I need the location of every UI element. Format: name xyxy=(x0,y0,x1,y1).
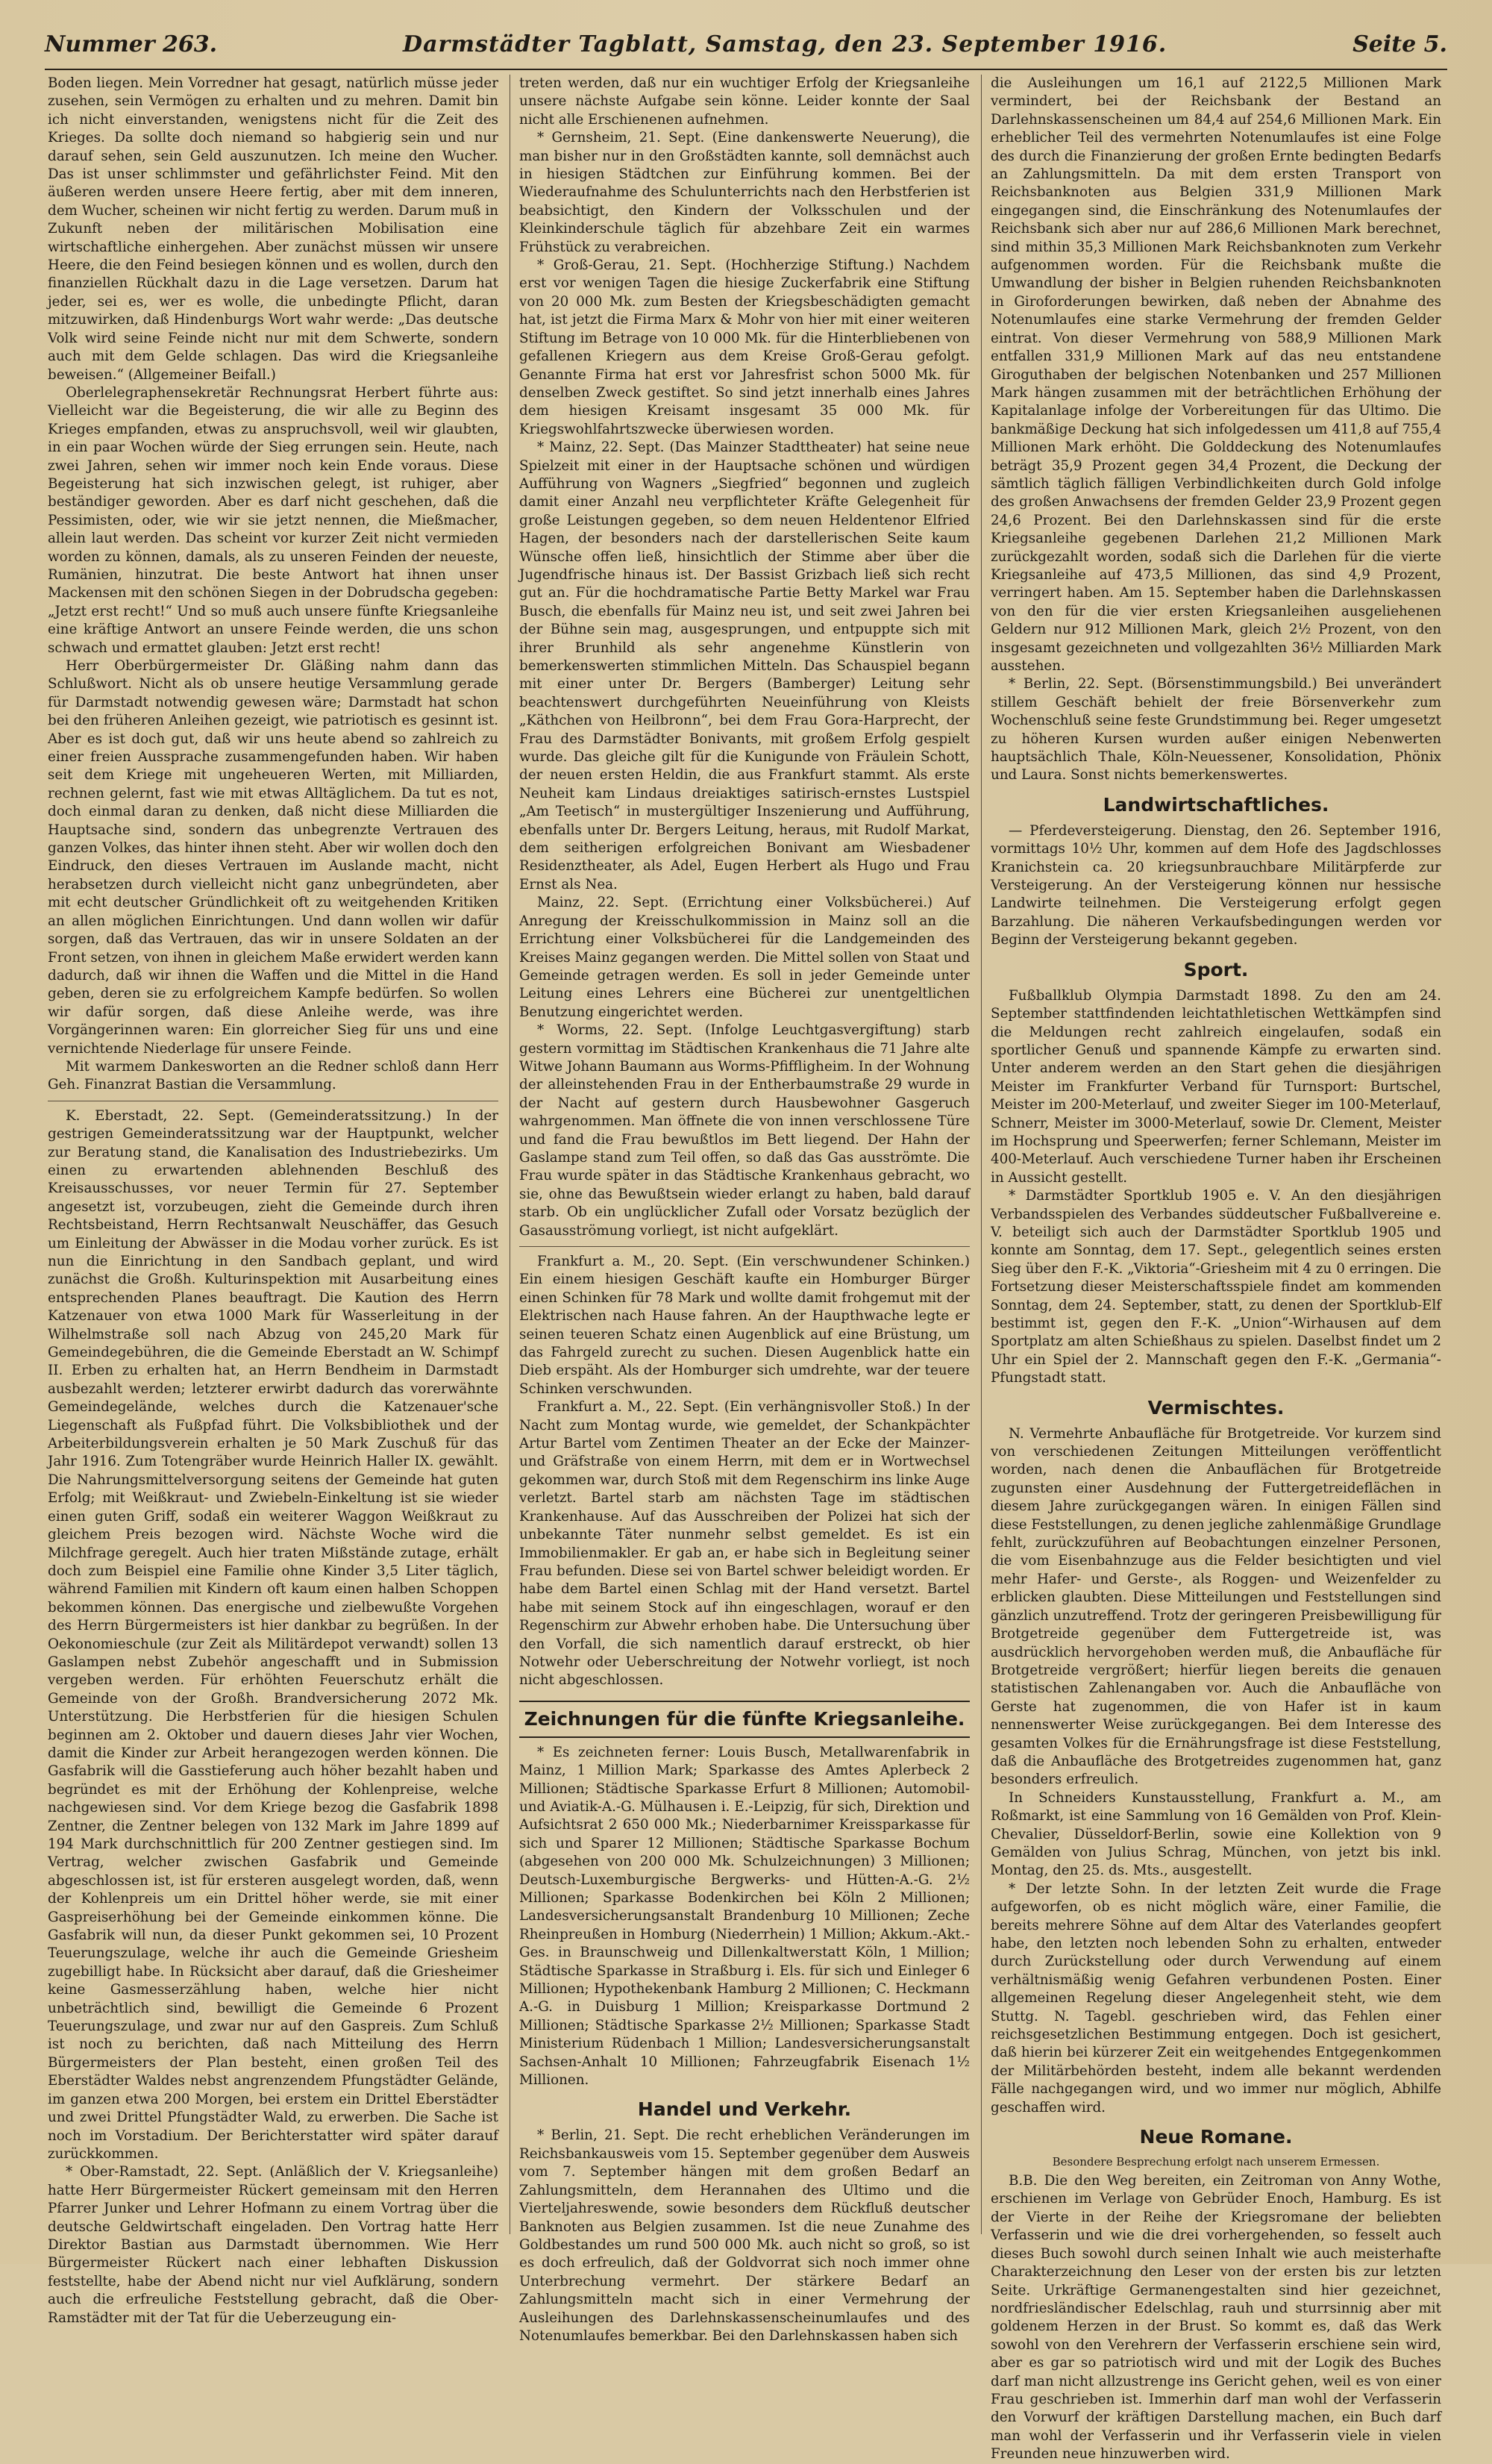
newspaper-title: Darmstädter Tagblatt, Samstag, den 23. September 1916. xyxy=(403,31,1167,57)
article-paragraph: Herr Oberbürgermeister Dr. Gläßing nahm dann das Schlußwort. Nicht als ob unsere heutige Versammlung gerade für Darmstadt notwendig gewesen wäre; Darmstadt hat schon bei den früheren Anleihen gezeigt, wie patriotisch es gesinnt ist. Aber es ist doch gut, daß wir uns heute abend so zahlreich zu einer freien Aussprache zusammengefunden haben. Wir haben seit dem Kriege mit ungeheueren Werten, mit Milliarden, rechnen gelernt, fast wie mit etwas Alltäglichem. Da tut es not, doch einmal daran zu denken, daß nicht diese Milliarden die Hauptsache sind, sondern das unbegrenzte Vertrauen des ganzen Volkes, das hinter ihnen steht. Aber wir wollen doch den Eindruck, den dieses Vertrauen im Auslande macht, nicht herabsetzen durch vielleicht nicht ganz unbegründeten, aber mit echt deutscher Gründlichkeit oft zu weitgehenden Kritiken an allen möglichen Einrichtungen. Und dann wollen wir dafür sorgen, daß das Vertrauen, das wir in unsere Soldaten an der Front setzen, von ihnen in gleichem Maße erwidert werden kann dadurch, daß wir ihnen die Waffen und die Mittel in die Hand geben, deren sie zu erfolgreichem Kampfe bedürfen. So wollen wir dafür sorgen, daß diese Anleihe werde, was ihre Vorgängerinnen waren: Ein glorreicher Sieg für uns und eine vernichtende Niederlage für unsere Feinde. xyxy=(48,658,498,1057)
article-paragraph: * Berlin, 21. Sept. Die recht erheblichen Veränderungen im Reichsbankausweis vom 15. September gegenüber dem Ausweis vom 7. September hängen mit dem großen Bedarf an Zahlungsmitteln, dem Herannahen des Ultimo und die Vierteljahreswende, sowie besonders dem Rückfluß deutscher Banknoten aus Belgien zusammen. Ist die neue Zunahme des Goldbestandes um rund 500 000 Mk. auch nicht so groß, so ist es doch erfreulich, daß der Goldvorrat sich noch immer ohne Unterbrechung vermehrt. Der stärkere Bedarf an Zahlungsmitteln macht sich in einer Vermehrung der Ausleihungen des Darlehnskassenscheinumlaufes und des Notenumlaufes bemerkbar. Bei den Darlehnskassen haben sich xyxy=(519,2127,970,2344)
article-paragraph: Boden liegen. Mein Vorredner hat gesagt, natürlich müsse jeder zusehen, sein Vermögen zu erhalten und zu mehren. Damit bin ich nicht einverstanden, wenigstens nicht für die Zeit des Krieges. Da sollte doch niemand so habgierig sein und nur darauf sehen, sein Geld auszunutzen. Ich meine den Wucher. Das ist unser schlimmster und gefährlichster Feind. Mit den äußeren werden unsere Heere fertig, aber mit dem inneren, dem Wucher, scheinen wir nicht fertig zu werden. Darum muß in Zukunft neben der militärischen Mobilisation eine wirtschaftliche einhergehen. Aber zunächst müssen wir unsere Heere, die den Feind besiegen können und es wollen, durch den finanziellen Rückhalt dazu in die Lage versetzen. Darum hat jeder, sei es, wer es wolle, die unbedingte Pflicht, daran mitzuwirken, daß Hindenburgs Wort wahr werde: „Das deutsche Volk wird seine Feinde nicht nur mit dem Schwerte, sondern auch mit dem Gelde schlagen. Das wird die Kriegsanleihe beweisen.“ (Allgemeiner Beifall.) xyxy=(48,75,498,383)
article-paragraph: In Schneiders Kunstausstellung, Frankfurt a. M., am Roßmarkt, ist eine Sammlung von 16 Gemälden von Prof. Klein-Chevalier, Düsseldorf-Berlin, sowie eine Kollektion von 9 Gemälden von Julius Schrag, München, von jetzt bis inkl. Montag, den 25. ds. Mts., ausgestellt. xyxy=(991,1789,1441,1879)
masthead-rule xyxy=(45,69,1447,70)
article-paragraph: * Gernsheim, 21. Sept. (Eine dankenswerte Neuerung), die man bisher nur in den Großstädten kannte, soll demnächst auch in hiesigen Städtchen zur Einführung kommen. Bei der Wiederaufnahme des Schulunterrichts nach den Herbstferien ist beabsichtigt, den Kindern der Volksschulen und der Kleinkinderschule täglich für abzehbare Zeit ein warmes Frühstück zu verabreichen. xyxy=(519,130,970,255)
article-paragraph: * Es zeichneten ferner: Louis Busch, Metallwarenfabrik in Mainz, 1 Million Mark; Sparkasse des Amtes Aplerbeck 2 Millionen; Städtische Sparkasse Erfurt 8 Millionen; Automobil- und Aviatik-A.-G. Mülhausen i. E.-Leipzig, für sich, Direktion und Aufsichtsrat 2 650 000 Mk.; Niederbarnimer Kreissparkasse für sich und Sparer 12 Millionen; Städtische Sparkasse Bochum (abgesehen von 200 000 Mk. Schulzeichnungen) 3 Millionen; Deutsch-Luxemburgische Bergwerks- und Hütten-A.-G. 2½ Millionen; Sparkasse Bodenkirchen bei Köln 2 Millionen; Landesversicherungsanstalt Brandenburg 10 Millionen; Zeche Rheinpreußen in Homburg (Niederrhein) 1 Million; Akkum.-Akt.-Ges. in Braunschweig und Dillenkaltwerstatt Köln, 1 Million; Städtische Sparkasse in Straßburg i. Els. für sich und Einleger 6 Millionen; Hypothekenbank Hamburg 2 Millionen; C. Heckmann A.-G. in Duisburg 1 Million; Kreisparkasse Dortmund 2 Millionen; Städtische Sparkasse 2½ Millionen; Sparkasse Stadt Ministerium Rüdenbach 1 Million; Landesversicherungsanstalt Sachsen-Anhalt 10 Millionen; Fahrzeugfabrik Eisenach 1½ Millionen. xyxy=(519,1744,970,2089)
article-paragraph: Mit warmem Dankesworten an die Redner schloß dann Herr Geh. Finanzrat Bastian die Versammlung. xyxy=(48,1058,498,1093)
column-2 xyxy=(519,75,970,2344)
article-paragraph: B.B. Die den Weg bereiten, ein Zeitroman von Anny Wothe, erschienen im Verlage von Gebrüder Enoch, Hamburg. Es ist der Vierte in der Reihe der Kriegsromane der beliebten Verfasserin und wie die drei vorhergehenden, so fesselt auch dieses Buch sowohl durch seinen Inhalt wie auch meisterhafte Charakterzeichnung den Leser von der ersten bis zur letzten Seite. Urkräftige Germanengestalten sind hier gezeichnet, nordfriesländischer Edelschlag, rauh und sturrsinnig aber mit goldenem Herzen in der Brust. So kommt es, daß das Werk sowohl von den Verehrern der Verfasserin erschiene sein wird, aber es gar so patriotisch wird und mit der Logik des Buches darf man nicht allzustrenge ins Gericht gehen, weil es von einer Frau geschrieben ist. Immerhin darf man wohl der Verfasserin den Vorwurf der kräftigen Darstellung machen, ein Buch darf man wohl der Verfasserin und ihr Verfasserin viele in vielen Freunden neue hinzuwerben wird. xyxy=(991,2173,1441,2463)
article-separator xyxy=(519,1246,970,1247)
column-divider xyxy=(981,75,982,2234)
article-paragraph: treten werden, daß nur ein wuchtiger Erfolg der Kriegsanleihe unsere nächste Aufgabe sein könne. Leider konnte der Saal nicht alle Erschienenen aufnehmen. xyxy=(519,75,970,128)
article-paragraph: die Ausleihungen um 16,1 auf 2122,5 Millionen Mark vermindert, bei der Reichsbank der Bestand an Darlehnskassenscheinen um 84,4 auf 254,6 Millionen Mark. Ein erheblicher Teil des vermehrten Notenumlaufes ist eine Folge des durch die Finanzierung der großen Ernte bedingten Bedarfs an Zahlungsmitteln. Da mit dem ersten Transport von Reichsbanknoten aus Belgien 331,9 Millionen Mark eingegangen sind, die Einschränkung des Notenumlaufes der Reichsbank sich aber nur auf 286,6 Millionen Mark berechnet, sind mithin 35,3 Millionen Mark Reichsbanknoten zum Verkehr aufgenommen worden. Für die Reichsbank mußte die Umwandlung der bisher in Belgien ruhenden Reichsbanknoten in Giroforderungen bewirken, daß neben der Abnahme des Notenumlaufes eine starke Vermehrung der fremden Gelder eintrat. Von dieser Vermehrung von 588,9 Millionen Mark entfallen 331,9 Millionen Mark auf das neu entstandene Giroguthaben der belgischen Notenbanken und 257 Millionen Mark hängen zusammen mit der beträchtlichen Erhöhung der Kapitalanlage infolge der Vorbereitungen für das Ultimo. Die bankmäßige Deckung hat sich infolgedessen um 411,8 auf 755,4 Millionen Mark erhöht. Die Golddeckung des Notenumlaufes beträgt 35,9 Prozent gegen 34,4 Prozent, die Deckung der sämtlich täglich fälligen Verbindlichkeiten durch Gold infolge des großen Anwachsens der fremden Gelder 23,9 Prozent gegen 24,6 Prozent. Bei den Darlehnskassen sind für die erste Kriegsanleihe gegebenen Darlehen 21,2 Millionen Mark zurückgezahlt worden, sodaß sich die Darlehen für die vierte Kriegsanleihe auf 473,5 Millionen, das sind 4,9 Prozent, verringert haben. Am 15. September haben die Darlehnskassen von den für die vier ersten Kriegsanleihen ausgeliehenen Geldern nur 912 Millionen Mark, gleich 2½ Prozent, von den insgesamt gezeichneten und vollgezahlten 36½ Milliarden Mark ausstehen. xyxy=(991,75,1441,674)
masthead xyxy=(45,31,1447,66)
article-paragraph: Frankfurt a. M., 22. Sept. (Ein verhängnisvoller Stoß.) In der Nacht zum Montag wurde, wie gemeldet, der Schankpächter Artur Bartel vom Zentimen Theater an der Ecke der Mainzer- und Gräfstraße von einem Herrn, mit dem er in Wortwechsel gekommen war, durch Stoß mit dem Regenschirm ins linke Auge verletzt. Bartel starb am nächsten Tage im städtischen Krankenhause. Auf das Ausschreiben der Polizei hat sich der unbekannte Täter nunmehr selbst gemeldet. Es ist ein Immobilienmakler. Er gab an, er habe sich in Begleitung seiner Frau befunden. Diese sei von Bartel schwer beleidigt worden. Er habe dem Bartel einen Schlag mit der Hand versetzt. Bartel habe mit seinem Stock auf ihn eingeschlagen, worauf er den Regenschirm zur Abwehr erhoben habe. Die Untersuchung über den Vorfall, die sich namentlich darauf erstreckt, ob hier Notwehr oder Ueberschreitung der Notwehr vorliegt, ist noch nicht abgeschlossen. xyxy=(519,1399,970,1689)
article-paragraph: * Der letzte Sohn. In der letzten Zeit wurde die Frage aufgeworfen, ob es nicht möglich wäre, einer Familie, die bereits mehrere Söhne auf dem Altar des Vaterlandes geopfert habe, den letzten noch lebenden Sohn zu erhalten, entweder durch Zurückstellung oder durch Verwendung auf einem verhältnismäßig wenig Gefahren verbundenen Posten. Einer allgemeinen Regelung dieser Angelegenheit steht, wie dem Stuttg. N. Tagebl. geschrieben wird, das Fehlen einer reichsgesetzlichen Bestimmung entgegen. Doch ist gesichert, daß hierin bei kürzerer Zeit ein weitgehendes Entgegenkommen der Militärbehörden besteht, indem alle bekannt werdenden Fälle nachgegangen wird, und wo immer nur möglich, Abhilfe geschaffen wird. xyxy=(991,1880,1441,2116)
article-paragraph: * Groß-Gerau, 21. Sept. (Hochherzige Stiftung.) Nachdem erst vor wenigen Tagen die hiesige Zuckerfabrik eine Stiftung von 20 000 Mk. zum Besten der Kriegsbeschädigten gemacht hat, ist jetzt die Firma Marx & Mohr von hier mit einer weiteren Stiftung im Betrage von 10 000 Mk. für die Hinterbliebenen von gefallenen Kriegern aus dem Kreise Groß-Gerau gefolgt. Genannte Firma hat erst vor Jahresfrist schon 5000 Mk. für denselben Zweck gestiftet. So sind jetzt innerhalb eines Jahres dem hiesigen Kreisamt insgesamt 35 000 Mk. für Kriegswohlfahrtszwecke überwiesen worden. xyxy=(519,257,970,437)
column-3 xyxy=(991,75,1441,2463)
page-number: Seite 5. xyxy=(1352,31,1447,57)
article-paragraph: K. Eberstadt, 22. Sept. (Gemeinderatssitzung.) In der gestrigen Gemeinderatssitzung war der Hauptpunkt, welcher zur Beratung stand, die Kanalisation des Industriebezirks. Um einen zu erwartenden ablehnenden Beschluß des Kreisausschusses, vor neuer Termin für 27. September angesetzt ist, vorzubeugen, zieht die Gemeinde durch ihren Rechtsbeistand, Herrn Rechtsanwalt Neuschäffer, das Gesuch um Einleitung der Abwässer in die Modau vorher zurück. Es ist nun die Einrichtung in den Sandbach geplant, und wird zunächst die Großh. Kulturinspektion mit Ausarbeitung eines entsprechenden Planes beauftragt. Die Kaution des Herrn Katzenauer von etwa 1000 Mark für Wasserleitung in der Wilhelmstraße soll nach Abzug von 245,20 Mark für Gemeindegebühren, die die Gemeinde Eberstadt an W. Schimpf II. Erben zu erhalten hat, an Herrn Bendheim in Darmstadt ausbezahlt werden; letzterer erwirbt dadurch das vorerwähnte Gemeindegelände, welches durch die Katzenauer'sche Liegenschaft als Fußpfad führt. Die Volksbibliothek und der Arbeiterbildungsverein erhalten je 50 Mark Zuschuß für das Jahr 1916. Zum Totengräber wurde Heinrich Haller IX. gewählt. Die Nahrungsmittelversorgung seitens der Gemeinde hat guten Erfolg; mit Weißkraut- und Zwiebeln-Einkeltung ist sie wieder einen guten Griff, sodaß ein weiterer Waggon Weißkraut zu gleichem Preis bezogen wird. Nächste Woche wird die Milchfrage geregelt. Auch hier traten Mißstände zutage, erhält doch zum Beispiel eine Familie ohne Kinder 3,5 Liter täglich, während Familien mit Kindern oft kaum einen halben Schoppen bekommen können. Das energische und zielbewußte Vorgehen des Herrn Bürgermeisters ist hier dankbar zu begrüßen. In der Oekonomieschule (zur Zeit als Militärdepot verwandt) sollen 13 Gaslampen nebst Zubehör angeschafft und in Submission vergeben werden. Für erhöhten Feuerschutz erhält die Gemeinde von der Großh. Brandversicherung 2072 Mk. Unterstützung. Die Herbstferien für die hiesigen Schulen beginnen am 2. Oktober und dauern dieses Jahr vier Wochen, damit die Kinder zur Arbeit herangezogen werden können. Die Gasfabrik will die Gasstieferung auch höher bezahlt haben und begründet es mit der Erhöhung der Kohlenpreise, welche nachgewiesen sind. Vor dem Kriege bezog die Gasfabrik 1898 Zentner, die Zentner belegen von 132 Mark im Jahre 1899 auf 194 Mark durchschnittlich für 200 Zentner gestiegen sind. Im Vertrag, welcher zwischen Gasfabrik und Gemeinde abgeschlossen ist, ist für ersteren ausgelegt worden, daß, wenn der Kohlenpreis um ein Drittel höher werde, sie mit einer Gaspreiserhöhung bei der Gemeinde einkommen könne. Die Gasfabrik will nun, da dieser Punkt gekommen sei, 10 Prozent Teuerungszulage, welche ihr auch die Gemeinde Griesheim zugebilligt habe. In Rücksicht aber darauf, daß die Griesheimer keine Gasmesserzählung haben, welche hier nicht unbeträchtlich sind, bewilligt die Gemeinde 6 Prozent Teuerungszulage, und zwar nur auf den Gaspreis. Zum Schluß ist noch zu berichten, daß nach Mitteilung des Herrn Bürgermeisters der Plan besteht, einen großen Teil des Eberstädter Waldes nebst angrenzendem Pfungstädter Gelände, im ganzen etwa 200 Morgen, bei erstem ein Drittel Eberstädter und zwei Drittel Pfungstädter Wald, zu erwerben. Die Sache ist noch im Vorstadium. Der Berichterstatter wird später darauf zurückkommen. xyxy=(48,1107,498,2162)
article-paragraph: * Ober-Ramstadt, 22. Sept. (Anläßlich der V. Kriegsanleihe) hatte Herr Bürgermeister Rückert gemeinsam mit den Herren Pfarrer Junker und Lehrer Hofmann zu einem Vortrag über die deutsche Geldwirtschaft eingeladen. Den Vortrag hatte Herr Direktor Bastian aus Darmstadt übernommen. Wie Herr Bürgermeister Rückert nach einer lebhaften Diskussion feststellte, habe der Abend nicht nur viel Aufklärung, sondern auch die erfreuliche Feststellung gebracht, daß die Ober-Ramstädter mit der Tat für die Ueberzeugung ein- xyxy=(48,2164,498,2326)
section-subheading: Besondere Besprechung erfolgt nach unserem Ermessen. xyxy=(1052,2155,1380,2169)
column-1 xyxy=(48,75,498,2326)
article-paragraph: N. Vermehrte Anbaufläche für Brotgetreide. Vor kurzem sind von verschiedenen Zeitungen Mitteilungen veröffentlicht worden, nach denen die Anbauflächen für Brotgetreide zugunsten einer Ausdehnung der Futtergetreideflächen in diesem Jahre zurückgegangen wären. In einigen Fällen sind diese Feststellungen, zu denen jegliche zahlenmäßige Grundlage fehlt, zurückzuführen auf Beobachtungen einzelner Personen, die vom Eisenbahnzuge aus die Felder besichtigten und viel mehr Hafer- und Gerste-, als Roggen- und Weizenfelder zu erblicken glaubten. Diese Mitteilungen und Feststellungen sind gänzlich unzutreffend. Trotz der geringeren Preisbewilligung für Brotgetreide gegenüber dem Futtergetreide ist, was ausdrücklich hervorgehoben werden muß, die Anbaufläche für Brotgetreide vergrößert; hierfür liegen bereits die genauen statistischen Zahlenangaben vor. Auch die Anbaufläche von Gerste hat zugenommen, die von Hafer ist in kaum nennenswerter Weise zurückgegangen. Bei dem Interesse des gesamten Volkes für die Ernährungsfrage ist diese Feststellung, daß die Anbaufläche des Brotgetreides zugenommen hat, ganz besonders erfreulich. xyxy=(991,1425,1441,1788)
issue-number: Nummer 263. xyxy=(45,31,218,57)
article-paragraph: * Berlin, 22. Sept. (Börsenstimmungsbild.) Bei unverändert stillem Geschäft behielt der freie Börsenverkehr zum Wochenschluß seine feste Grundstimmung bei. Reger umgesetzt zu höheren Kursen wurden außer einigen Nebenwerten hauptsächlich Thale, Köln-Neuessener, Konsolidation, Phönix und Laura. Sonst nichts bemerkenswertes. xyxy=(991,676,1441,784)
article-paragraph: Fußballklub Olympia Darmstadt 1898. Zu den am 24. September stattfindenden leichtathletischen Wettkämpfen sind die Meldungen recht zahlreich eingelaufen, sodaß ein sportlicher Genuß und spannende Kämpfe zu erwarten sind. Unter anderem werden an den Start gehen die diesjährigen Meister im Frankfurter Verband für Turnsport: Burtschel, Meister im 200-Meterlauf, und zweiter Sieger im 100-Meterlauf, Schnerr, Meister im 3000-Meterlauf, sowie Dr. Clement, Meister im Hochsprung und Speerwerfen; ferner Schlemann, Meister im 400-Meterlauf. Auch verschiedene Turner haben ihr Erscheinen in Aussicht gestellt. xyxy=(991,987,1441,1186)
section-heading-novels: Neue Romane. xyxy=(1139,2126,1293,2148)
article-paragraph: Frankfurt a. M., 20. Sept. (Ein verschwundener Schinken.) Ein einem hiesigen Geschäft kaufte ein Homburger Bürger einen Schinken für 78 Mark und wollte damit frohgemut mit der Elektrischen nach Hause fahren. An der Haupthwache legte er seinen teueren Schatz einen Augenblick auf eine Brüstung, um das Fahrgeld zurecht zu suchen. Diesen Augenblick hatte ein Dieb erspäht. Als der Homburger sich umdrehte, war der teuere Schinken verschwunden. xyxy=(519,1254,970,1397)
article-paragraph: Mainz, 22. Sept. (Errichtung einer Volksbücherei.) Auf Anregung der Kreisschulkommission in Mainz soll an die Errichtung einer Volksbücherei für die Landgemeinden des Kreises Mainz gegangen werden. Die Mittel sollen von Staat und Gemeinde getragen werden. Es soll in jeder Gemeinde unter Leitung eines Lehrers eine Bücherei zur unentgeltlichen Benutzung eingerichtet werden. xyxy=(519,895,970,1020)
section-heading-sport: Sport. xyxy=(1183,958,1249,981)
article-paragraph: — Pferdeversteigerung. Dienstag, den 26. September 1916, vormittags 10½ Uhr, kommen auf dem Hofe des Jagdschlosses Kranichstein ca. 20 kriegsunbrauchbare Militärpferde zur Versteigerung. An der Versteigerung können nur hessische Landwirte teilnehmen. Die Versteigerung erfolgt gegen Barzahlung. Die näheren Verkaufsbedingungen werden vor Beginn der Versteigerung bekannt gegeben. xyxy=(991,822,1441,948)
article-paragraph: Oberlelegraphensekretär Rechnungsrat Herbert führte aus: Vielleicht war die Begeisterung, die wir alle zu Beginn des Krieges empfanden, etwas zu anspruchsvoll, weil wir glaubten, in ein paar Wochen würde der Sieg errungen sein. Heute, nach zwei Jahren, sehen wir immer noch kein Ende voraus. Diese Begeisterung hat sich inzwischen gelegt, ist ruhiger, aber beständiger geworden. Aber es darf nicht geschehen, daß die Pessimisten, oder, wie wir sie jetzt nennen, die Mießmacher, allein laut werden. Das scheint vor kurzer Zeit nicht vermieden worden zu können, damals, als zu unseren Feinden der neueste, Rumänien, hinzutrat. Die beste Antwort hat ihnen unser Mackensen mit den schönen Siegen in der Dobrudscha gegeben: „Jetzt erst recht!“ Und so muß auch unsere fünfte Kriegsanleihe eine kräftige Antwort an unsere Feinde werden, die uns schon schwach und ermattet glauben: Jetzt erst recht! xyxy=(48,384,498,656)
section-heading-agriculture: Landwirtschaftliches. xyxy=(1103,793,1329,816)
section-heading-trade: Handel und Verkehr. xyxy=(637,2098,852,2121)
section-heading-war-loan: Zeichnungen für die fünfte Kriegsanleihe. xyxy=(519,1701,970,1738)
section-heading-miscellaneous: Vermischtes. xyxy=(1147,1396,1285,1419)
article-paragraph: * Worms, 22. Sept. (Infolge Leuchtgasvergiftung) starb gestern vormittag im Städtischen Krankenhaus die 71 Jahre alte Witwe Johann Baumann aus Worms-Pfiffligheim. In der Wohnung der alleinstehenden Frau in der Entherbaumstraße 29 wurde in der Nacht auf gestern durch Hausbewohner Gasgeruch wahrgenommen. Man öffnete die von innen verschlossene Türe und fand die Frau bewußtlos im Bett liegend. Der Hahn der Gaslampe stand zum Teil offen, so daß das Gas ausströmte. Die Frau wurde später in das Städtische Krankenhaus gebracht, wo sie, ohne das Bewußtsein wieder erlangt zu haben, bald darauf starb. Ob ein unglücklicher Zufall oder Vorsatz bezüglich der Gasausströmung vorliegt, ist nicht aufgeklärt. xyxy=(519,1022,970,1239)
article-paragraph: * Darmstädter Sportklub 1905 e. V. An den diesjährigen Verbandsspielen des Verbandes süddeutscher Fußballvereine e. V. beteiligt sich auch der Darmstädter Sportklub 1905 und konnte am Sonntag, dem 17. Sept., gelegentlich seines ersten Sieg über den F.-K. „Viktoria“-Griesheim mit 4 zu 0 erringen. Die Fortsetzung dieser Meisterschaftsspiele findet am kommenden Sonntag, dem 24. September, statt, zu denen der Sportklub-Elf bestimmt ist, gegen den F.-K. „Union“-Wirhausen auf dem Sportplatz am alten Schießhaus zu spielen. Daselbst findet um 2 Uhr ein Spiel der 2. Mannschaft gegen den F.-K. „Germania“-Pfungstadt statt. xyxy=(991,1188,1441,1386)
article-paragraph: * Mainz, 22. Sept. (Das Mainzer Stadttheater) hat seine neue Spielzeit mit einer in der Hauptsache schönen und würdigen Aufführung von Wagners „Siegfried“ begonnen und zugleich damit einer Anzahl neu verpflichteter Kräfte Gelegenheit für große Leistungen gegeben, so dem neuen Heldentenor Elfried Hagen, der besonders nach der darstellerischen Seite kaum Wünsche offen ließ, hinsichtlich der Stimme aber über die Jugendfrische hinaus ist. Der Bassist Grizbach ließ sich recht gut an. Für die hochdramatische Partie Betty Markel war Frau Busch, die ebenfalls für Mainz neu ist, und seit zwei Jahren bei der Bühne sein mag, ausgesprungen, und entpuppte sich mit ihrer Brunhild als sehr angenehme Künstlerin von bemerkenswerten stimmlichen Mitteln. Das Schauspiel begann mit einer unter Dr. Bergers (Bamberger) Leitung sehr beachtenswert durchgeführten Neueinführung von Kleists „Käthchen von Heilbronn“, bei dem Frau Gora-Harprecht, der Frau des Darmstädter Bonivants, mit großem Erfolg gespielt wurde. Das gleiche gilt für die Kunigunde von Fräulein Schott, der neuen ersten Heldin, die aus Frankfurt stammt. Als erste Neuheit kam Lindaus dreiaktiges satirisch-ernstes Lustspiel „Am Teetisch“ in mustergültiger Inszenierung und Aufführung, ebenfalls unter Dr. Bergers Leitung, heraus, mit Rudolf Markat, dem seitherigen erfolgreichen Bonivant am Wiesbadener Residenztheater, als Adel, Eugen Herbert als Hugo und Frau Ernst als Nea. xyxy=(519,440,970,892)
